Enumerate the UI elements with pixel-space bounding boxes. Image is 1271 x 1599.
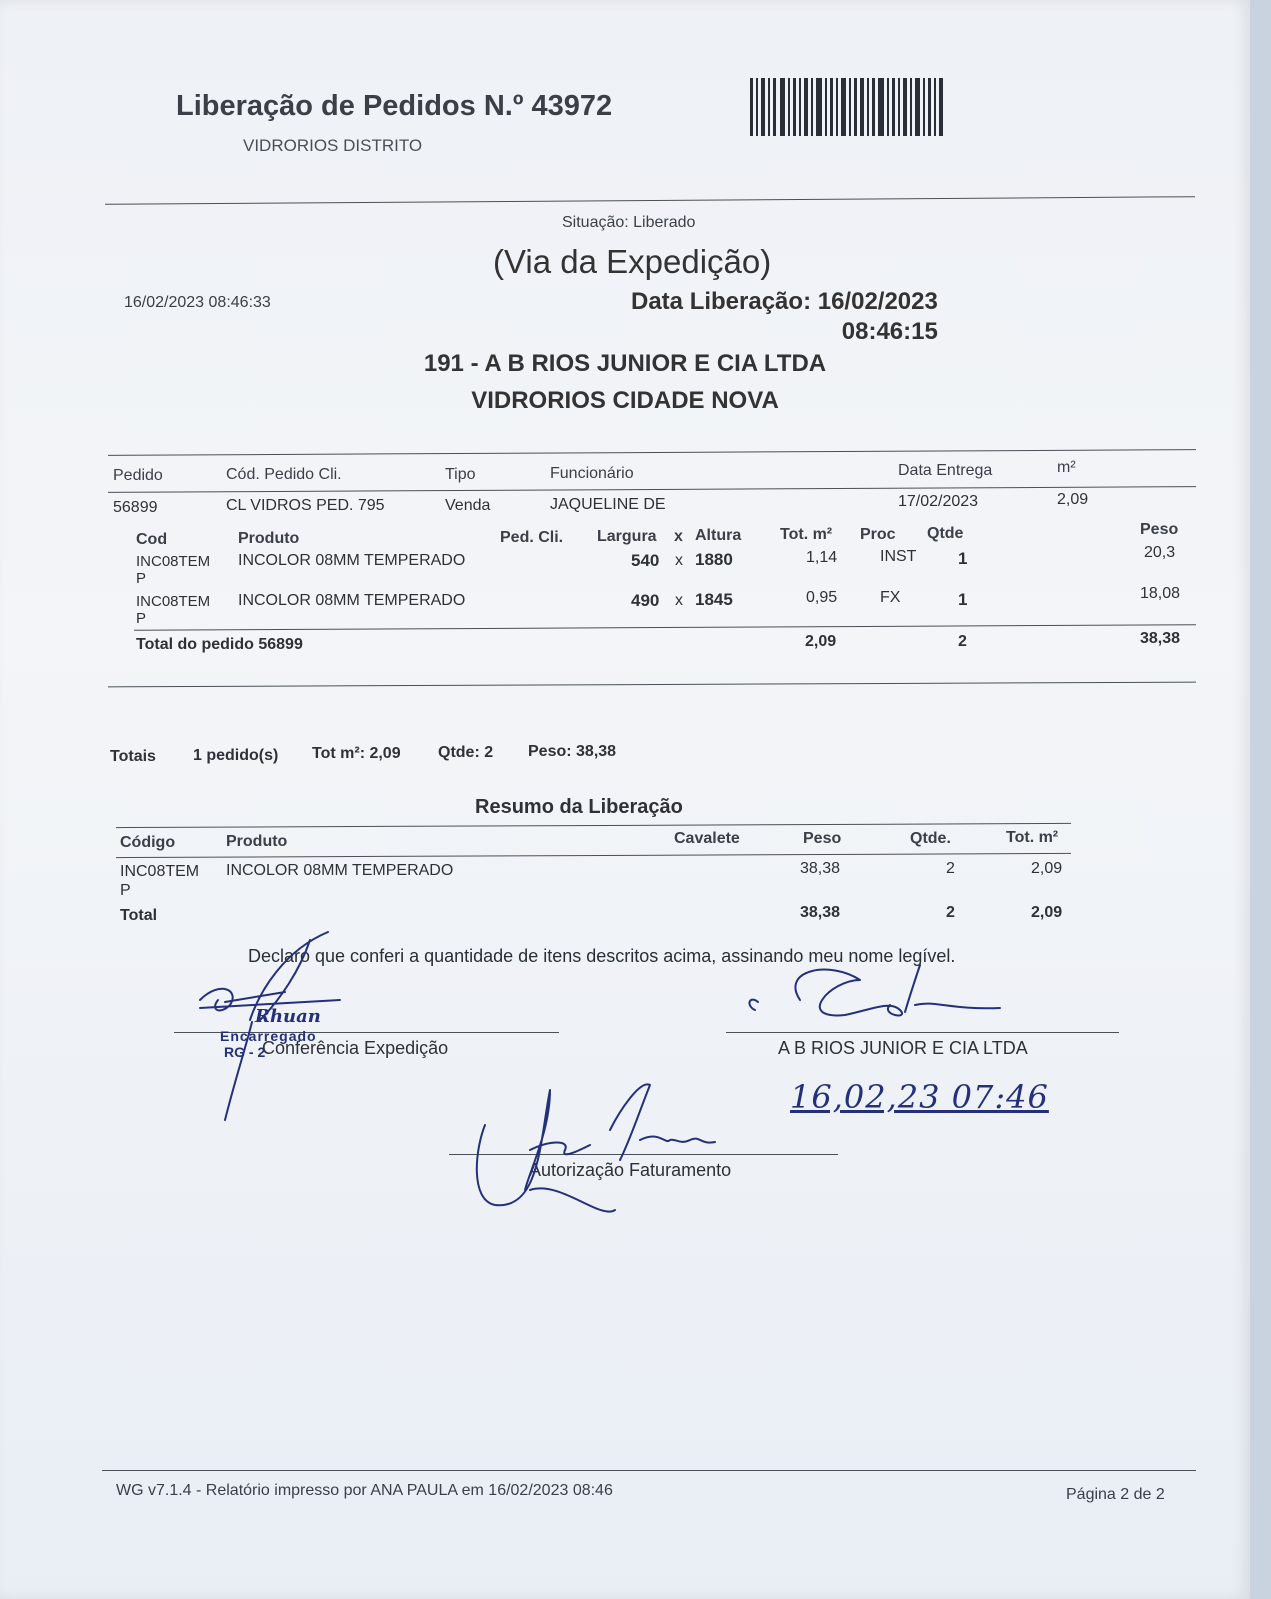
client-signature-icon [740,960,1010,1030]
footer-page-number: Página 2 de 2 [1066,1486,1165,1503]
col-largura: Largura [597,528,657,545]
item-tot-m2: 1,14 [806,549,838,566]
totals-qtde: Qtde: 2 [438,744,494,761]
col-ped-cli: Ped. Cli. [500,529,564,546]
col-peso: Peso [1140,521,1179,538]
declaration-text: Declaro que conferi a quantidade de itens descritos acima, assinando meu nome legível. [248,946,956,966]
summary-total-peso: 38,38 [800,904,841,921]
faturamento-signature-icon [470,1070,750,1220]
order-funcionario: JAQUELINE DE [550,496,666,513]
totals-tot-m2: Tot m²: 2,09 [312,745,401,762]
item-tot-m2: 0,95 [806,589,838,606]
col-qtde: Qtde [927,525,964,542]
item-produto: INCOLOR 08MM TEMPERADO [238,592,466,609]
company-subtitle: VIDRORIOS DISTRITO [243,136,423,155]
col-cod-pedido-cli: Cód. Pedido Cli. [226,466,342,483]
summary-tot-m2: 2,09 [1031,860,1063,877]
client-store: VIDRORIOS CIDADE NOVA [471,387,779,414]
totals-label: Totais [110,748,156,765]
col-tipo: Tipo [445,466,476,483]
col-tot-m2: Tot. m² [780,526,833,543]
totals-peso: Peso: 38,38 [528,743,617,760]
item-peso: 20,3 [1144,544,1176,561]
order-data-entrega: 17/02/2023 [898,493,979,510]
col-pedido: Pedido [113,467,163,484]
summary-codigo: INC08TEM [120,863,200,880]
order-tipo: Venda [445,497,491,514]
col-produto: Produto [238,530,300,547]
order-total-qtde: 2 [958,633,967,650]
item-proc: FX [880,589,901,606]
divider [108,486,1196,493]
order-total-m2: 2,09 [805,633,837,650]
divider [102,1470,1196,1471]
signature-line [726,1032,1119,1033]
item-altura: 1880 [695,550,733,569]
item-peso: 18,08 [1140,585,1181,602]
summary-total-label: Total [120,907,158,924]
item-cod-cont: P [136,570,147,587]
conferencia-signed-name: Rhuan [255,1006,321,1027]
summary-total-tot-m2: 2,09 [1031,904,1063,921]
item-proc: INST [880,548,917,565]
item-cod-cont: P [136,610,147,627]
conferencia-signature-icon [190,930,360,1130]
divider [105,196,1195,205]
order-pedido: 56899 [113,499,158,516]
col-funcionario: Funcionário [550,465,634,482]
client-signature-label: A B RIOS JUNIOR E CIA LTDA [778,1038,1028,1058]
conferencia-label: Conferência Expedição [262,1038,449,1058]
divider [116,853,1071,858]
faturamento-label: Autorização Faturamento [529,1160,732,1180]
item-cod: INC08TEM [136,593,211,610]
summary-col-peso: Peso [803,830,842,847]
divider [134,624,1196,631]
col-cod: Cod [136,531,168,548]
item-altura: 1845 [695,590,733,609]
print-datetime: 16/02/2023 08:46:33 [124,294,271,311]
summary-col-produto: Produto [226,833,288,850]
summary-title: Resumo da Liberação [475,796,683,818]
release-time: 08:46:15 [841,318,938,345]
col-m2: m² [1057,459,1076,476]
conferencia-stamp-rg: RG - 2 [224,1044,266,1060]
summary-col-codigo: Código [120,834,176,851]
copy-type-title: (Via da Expedição) [493,243,772,280]
item-x: x [675,552,683,569]
summary-col-cavalete: Cavalete [674,830,740,847]
client-signature-date: 16,02,23 07:46 [790,1078,1049,1116]
order-cod-pedido-cli: CL VIDROS PED. 795 [226,497,385,514]
col-proc: Proc [860,526,896,543]
item-largura: 540 [631,551,660,570]
divider [108,682,1196,688]
release-date [631,287,938,347]
status-text: Situação: Liberado [562,214,696,231]
order-total-label: Total do pedido 56899 [136,636,303,653]
col-x: x [674,528,683,545]
item-largura: 490 [631,591,660,610]
item-qtde: 1 [958,549,968,568]
summary-peso: 38,38 [800,860,841,877]
barcode-icon [750,78,945,136]
col-data-entrega: Data Entrega [898,462,993,479]
item-produto: INCOLOR 08MM TEMPERADO [238,552,466,569]
summary-codigo-cont: P [120,882,131,899]
release-date-label: Data Liberação: 16/02/2023 [631,288,938,315]
document-title: Liberação de Pedidos N.º 43972 [176,90,613,122]
client-name: 191 - A B RIOS JUNIOR E CIA LTDA [423,350,827,377]
summary-col-qtde: Qtde. [910,830,951,847]
divider [116,823,1071,828]
order-m2: 2,09 [1057,491,1089,508]
summary-col-tot-m2: Tot. m² [1006,829,1059,846]
order-total-peso: 38,38 [1140,630,1181,647]
summary-qtde: 2 [946,860,955,877]
item-cod: INC08TEM [136,553,211,570]
item-qtde: 1 [958,590,968,609]
col-altura: Altura [695,527,742,544]
item-x: x [675,592,683,609]
summary-produto: INCOLOR 08MM TEMPERADO [226,862,454,879]
conferencia-stamp: Encarregado [220,1028,317,1044]
divider [108,449,1196,456]
summary-total-qtde: 2 [946,904,955,921]
footer-printed-by: WG v7.1.4 - Relatório impresso por ANA PAULA em 16/02/2023 08:46 [116,1482,613,1499]
totals-pedidos: 1 pedido(s) [193,747,279,764]
